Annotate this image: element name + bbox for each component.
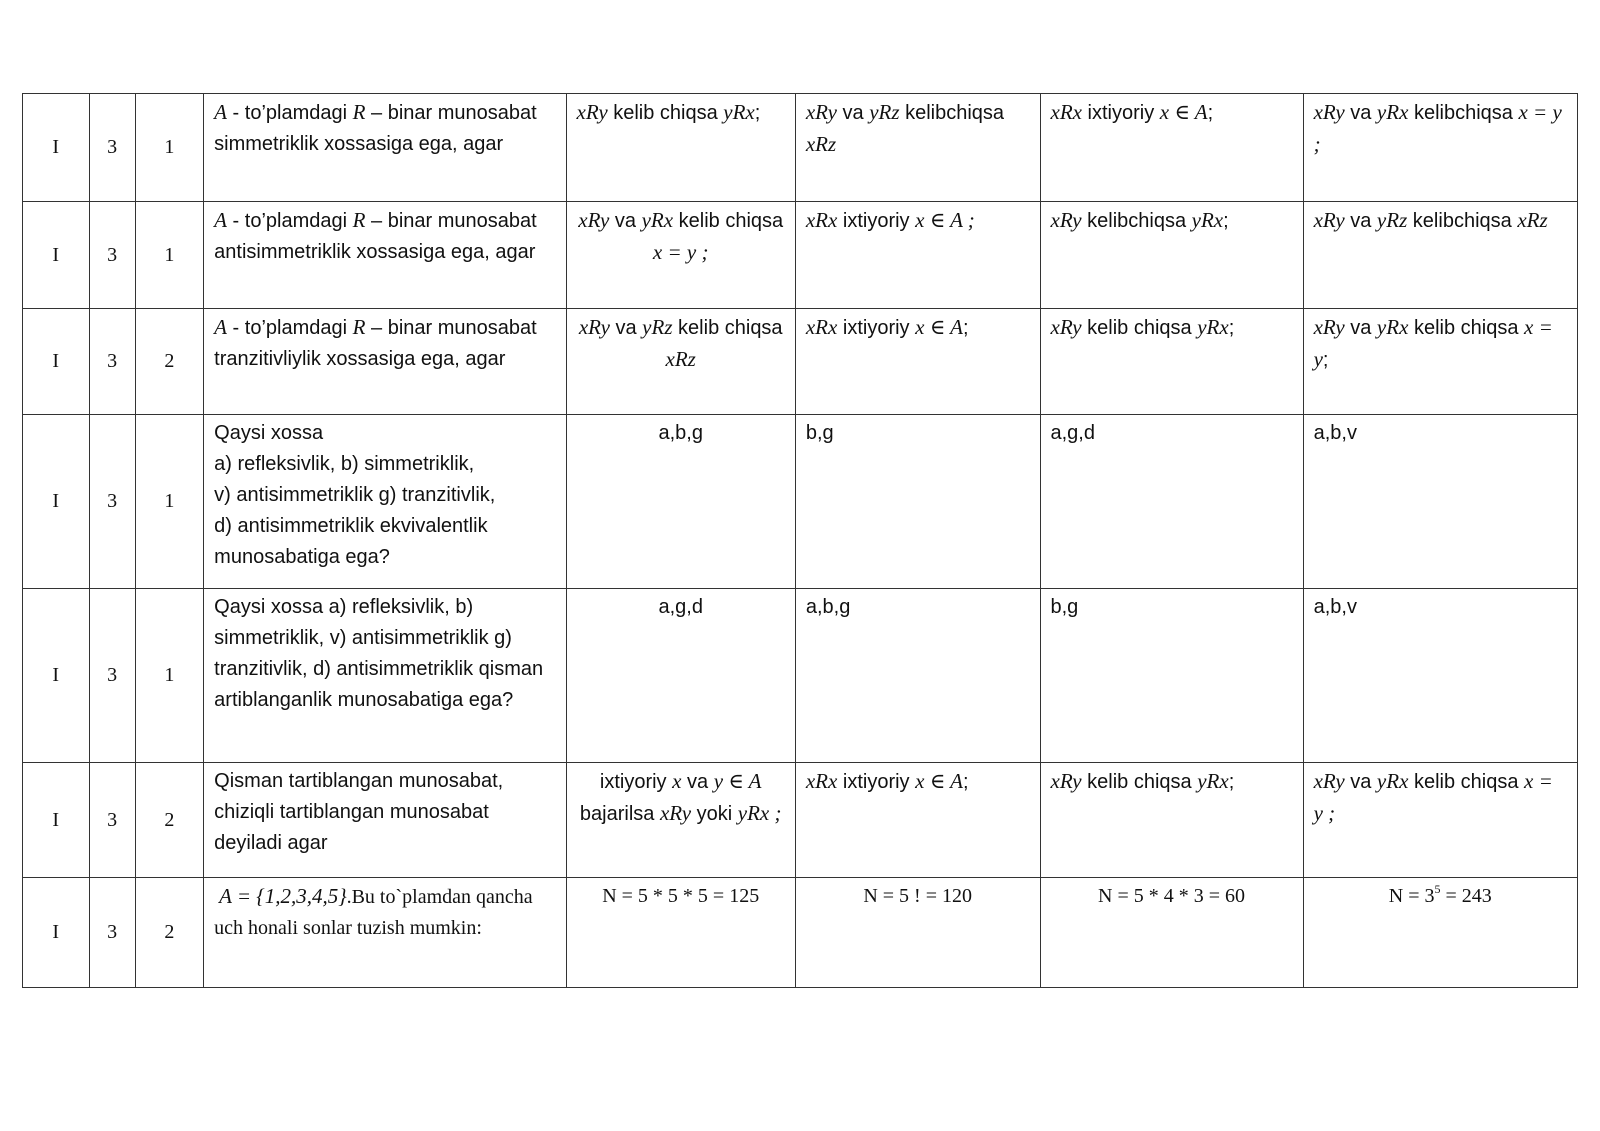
question-line: a) refleksivlik, b) simmetriklik, [214, 453, 475, 475]
option-correct: ixtiyoriy x va y ∈ A bajarilsa xRy yoki yRx ; [566, 763, 795, 878]
option-c: N = 5 * 4 * 3 = 60 [1040, 878, 1303, 988]
option-correct: xRy va yRz kelib chiqsa xRz [566, 309, 795, 415]
option-correct: xRy kelib chiqsa yRx; [566, 94, 795, 202]
option-d: xRy va yRx kelib chiqsa x = y ; [1303, 763, 1577, 878]
option-d: xRy va yRx kelib chiqsa x = y; [1303, 309, 1577, 415]
table-row [23, 202, 1578, 309]
table-row [23, 763, 1578, 878]
option-b: xRx ixtiyoriy x ∈ A ; [795, 202, 1040, 309]
option-d: $N = 3^5 = 243$ [1303, 878, 1577, 988]
key-cell: 1 [135, 589, 204, 763]
question-cell [204, 415, 566, 589]
table-row [23, 415, 1578, 589]
key-cell: 2 [135, 878, 204, 988]
question-line: munosabatiga ega? [214, 546, 390, 568]
level-cell: I [23, 415, 90, 589]
key-cell: 1 [135, 415, 204, 589]
option-b: N = 5 ! = 120 [795, 878, 1040, 988]
points-cell: 3 [89, 94, 135, 202]
question-cell: Qisman tartiblangan munosabat, chiziqli tartiblangan munosabat deyiladi agar [204, 763, 566, 878]
level-cell: I [23, 878, 90, 988]
key-cell: 1 [135, 202, 204, 309]
level-cell: I [23, 589, 90, 763]
table-row [23, 94, 1578, 202]
set-formula: A = {1,2,3,4,5} [219, 884, 347, 908]
option-c: xRy kelibchiqsa yRx; [1040, 202, 1303, 309]
option-d: a,b,v [1303, 589, 1577, 763]
points-cell: 3 [89, 589, 135, 763]
key-cell: 2 [135, 763, 204, 878]
table-row [23, 878, 1578, 988]
exponent: 5 [1434, 882, 1441, 896]
level-cell: I [23, 202, 90, 309]
option-b: a,b,g [795, 589, 1040, 763]
question-line: v) antisimmetriklik g) tranzitivlik, [214, 484, 496, 506]
level-cell: I [23, 763, 90, 878]
option-c: a,g,d [1040, 415, 1303, 589]
option-b: xRx ixtiyoriy x ∈ A; [795, 309, 1040, 415]
option-correct: N = 5 * 5 * 5 = 125 [566, 878, 795, 988]
option-d: a,b,v [1303, 415, 1577, 589]
level-cell: I [23, 94, 90, 202]
option-b: xRy va yRz kelibchiqsa xRz [795, 94, 1040, 202]
option-correct: a,g,d [566, 589, 795, 763]
points-cell: 3 [89, 202, 135, 309]
option-correct: a,b,g [566, 415, 795, 589]
question-cell: A = {1,2,3,4,5}.Bu to`plamdan qancha uch honali sonlar tuzish mumkin: [204, 878, 566, 988]
question-line: Qaysi xossa [214, 422, 324, 444]
option-c: xRy kelib chiqsa yRx; [1040, 763, 1303, 878]
table-row [23, 309, 1578, 415]
table-row [23, 589, 1578, 763]
question-cell: A - to’plamdagi R – binar munosabat antisimmetriklik xossasiga ega, agar [204, 202, 566, 309]
points-cell: 3 [89, 763, 135, 878]
option-b: xRx ixtiyoriy x ∈ A; [795, 763, 1040, 878]
level-cell: I [23, 309, 90, 415]
option-d: xRy va yRx kelibchiqsa x = y ; [1303, 94, 1577, 202]
question-cell: Qaysi xossa a) refleksivlik, b) simmetriklik, v) antisimmetriklik g) tranzitivlik, d) antisimmetriklik qisman artiblanganlik munosabatiga ega? [204, 589, 566, 763]
option-c: xRx ixtiyoriy x ∈ A; [1040, 94, 1303, 202]
option-c: xRy kelib chiqsa yRx; [1040, 309, 1303, 415]
option-correct: xRy va yRx kelib chiqsa x = y ; [566, 202, 795, 309]
option-d: xRy va yRz kelibchiqsa xRz [1303, 202, 1577, 309]
question-cell: A - to’plamdagi R – binar munosabat tranzitivliylik xossasiga ega, agar [204, 309, 566, 415]
option-c: b,g [1040, 589, 1303, 763]
key-cell: 2 [135, 309, 204, 415]
points-cell: 3 [89, 878, 135, 988]
question-cell: A - to’plamdagi R – binar munosabat simmetriklik xossasiga ega, agar [204, 94, 566, 202]
points-cell: 3 [89, 415, 135, 589]
points-cell: 3 [89, 309, 135, 415]
question-line: d) antisimmetriklik ekvivalentlik [214, 515, 488, 537]
quiz-table [22, 93, 1578, 988]
option-b: b,g [795, 415, 1040, 589]
key-cell: 1 [135, 94, 204, 202]
